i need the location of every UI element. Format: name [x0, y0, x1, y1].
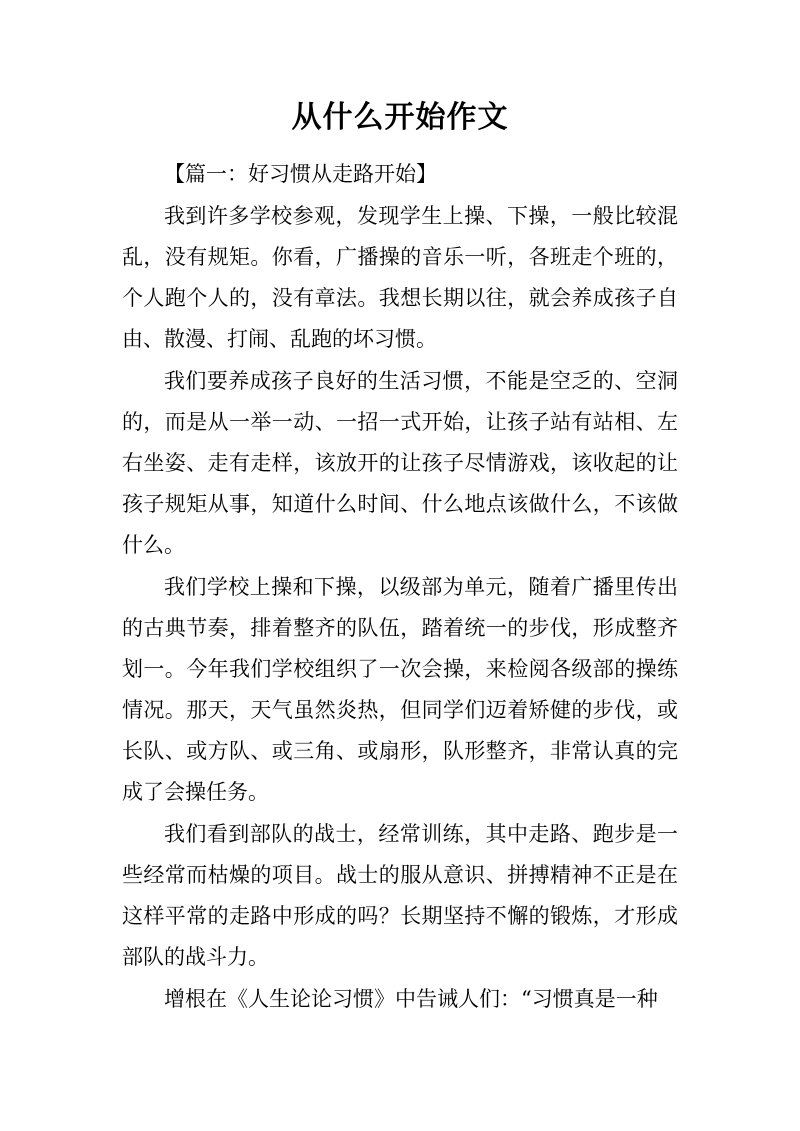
paragraph-3: 我们学校上操和下操，以级部为单元，随着广播里传出的古典节奏，排着整齐的队伍，踏着统一的步伐，形成整齐划一。今年我们学校组织了一次会操，来检阅各级部的操练情况。那天，天气虽然炎热，但同学们迈着矫健的步伐，或长队、或方队、或三角、或扇形，队形整齐，非常认真的完成了会操任务。	[122, 575, 678, 804]
document-body	[122, 154, 678, 1021]
paragraph-5: 增根在《人生论论习惯》中告诫人们：“习惯真是一种	[164, 987, 658, 1011]
document-title: 从什么开始作文	[291, 100, 509, 135]
paragraph-1: 我到许多学校参观，发现学生上操、下操，一般比较混乱，没有规矩。你看，广播操的音乐一听，各班走个班的，个人跑个人的，没有章法。我想长期以往，就会养成孩子自由、散漫、打闹、乱跑的坏习惯。	[122, 204, 678, 351]
section-heading: 【篇一：好习惯从走路开始】	[164, 162, 437, 186]
paragraph-4: 我们看到部队的战士，经常训练，其中走路、跑步是一些经常而枯燥的项目。战士的服从意识、拼搏精神不正是在这样平常的走路中形成的吗？长期坚持不懈的锻炼，才形成部队的战斗力。	[122, 822, 678, 969]
paragraph-2: 我们要养成孩子良好的生活习惯，不能是空乏的、空洞的，而是从一举一动、一招一式开始，让孩子站有站相、左右坐姿、走有走样，该放开的让孩子尽情游戏，该收起的让孩子规矩从事，知道什么时间、什么地点该做什么，不该做什么。	[122, 369, 678, 557]
